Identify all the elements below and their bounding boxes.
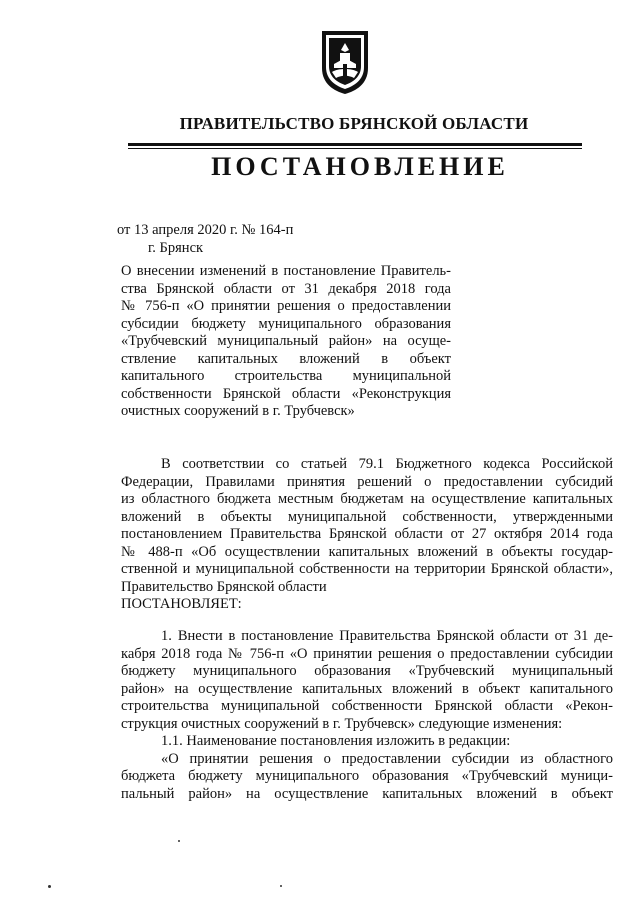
coat-of-arms-icon (318, 28, 372, 96)
clauses-section (121, 628, 613, 803)
clause-line: бюджета бюджету муниципального образования «Трубчевский муници- (121, 768, 613, 784)
preamble-line: № 488-п «Об осуществлении капитальных вложений в объекты государ- (121, 543, 613, 560)
subject-line: «Трубчевский муниципальный район» на осуще- (121, 333, 451, 349)
resolves-heading: ПОСТАНОВЛЯЕТ: (121, 596, 242, 612)
subject-line: субсидии бюджету муниципального образования (121, 315, 451, 332)
clause-line: 1.1. Наименование постановления изложить в редакции: (161, 733, 511, 749)
subject-line: очистных сооружений в г. Трубчевск» (121, 403, 355, 419)
clause-line: «О принятии решения о предоставлении субсидии из областного (161, 750, 613, 767)
scan-speck (48, 885, 51, 888)
preamble-line: Правительство Брянской области (121, 578, 327, 595)
document-type-title: ПОСТАНОВЛЕНИЕ (211, 152, 509, 181)
subject-line: О внесении изменений в постановление Правитель- (121, 263, 451, 279)
clause-line: район» на осуществление капитальных вложений в объект капитального (121, 680, 613, 697)
preamble-paragraph (121, 456, 613, 614)
subject-line: ствление капитальных вложений в объект (121, 350, 451, 367)
clause-line: 1. Внести в постановление Правительства Брянской области от 31 де- (161, 628, 613, 644)
document-subject (121, 263, 451, 421)
clause-line: строительства муниципальной собственности Брянской области «Рекон- (121, 698, 613, 714)
subject-line: капитального строительства муниципальной (121, 368, 451, 384)
document-city: г. Брянск (148, 240, 204, 256)
header-rule-thin (128, 148, 582, 149)
clause-line: пальный район» на осуществление капитальных вложений в объект (121, 785, 613, 802)
preamble-line: В соответствии со статьей 79.1 Бюджетного кодекса Российской (161, 456, 613, 472)
clause-line: струкция очистных сооружений в г. Трубчевск» следующие изменения: (121, 715, 563, 732)
subject-line: № 756-п «О принятии решения о предоставлении (121, 298, 451, 314)
clause-line: бюджету муниципального образования «Трубчевский муниципальный (121, 663, 613, 679)
government-title: ПРАВИТЕЛЬСТВО БРЯНСКОЙ ОБЛАСТИ (179, 114, 529, 133)
preamble-line: вложений в объекты муниципальной собственности, утвержденными (121, 508, 613, 525)
subject-line: ства Брянской области от 31 декабря 2018 года (121, 280, 451, 297)
preamble-line: ственной и муниципальной собственности на территории Брянской области», (121, 561, 613, 577)
subject-line: собственности Брянской области «Реконструкция (121, 385, 451, 402)
preamble-line: из областного бюджета местным бюджетам на осуществление капитальных (121, 491, 613, 507)
document-date-number: от 13 апреля 2020 г. № 164-п (117, 222, 294, 238)
scan-speck (280, 885, 282, 887)
clause-line: кабря 2018 года № 756-п «О принятии решения о предоставлении субсидии (121, 645, 613, 662)
header-rule-thick (128, 143, 582, 146)
scan-speck (178, 840, 180, 842)
preamble-line: Федерации, Правилами принятия решений о предоставлении субсидий (121, 473, 613, 490)
preamble-line: постановлением Правительства Брянской области от 27 октября 2014 года (121, 526, 613, 542)
